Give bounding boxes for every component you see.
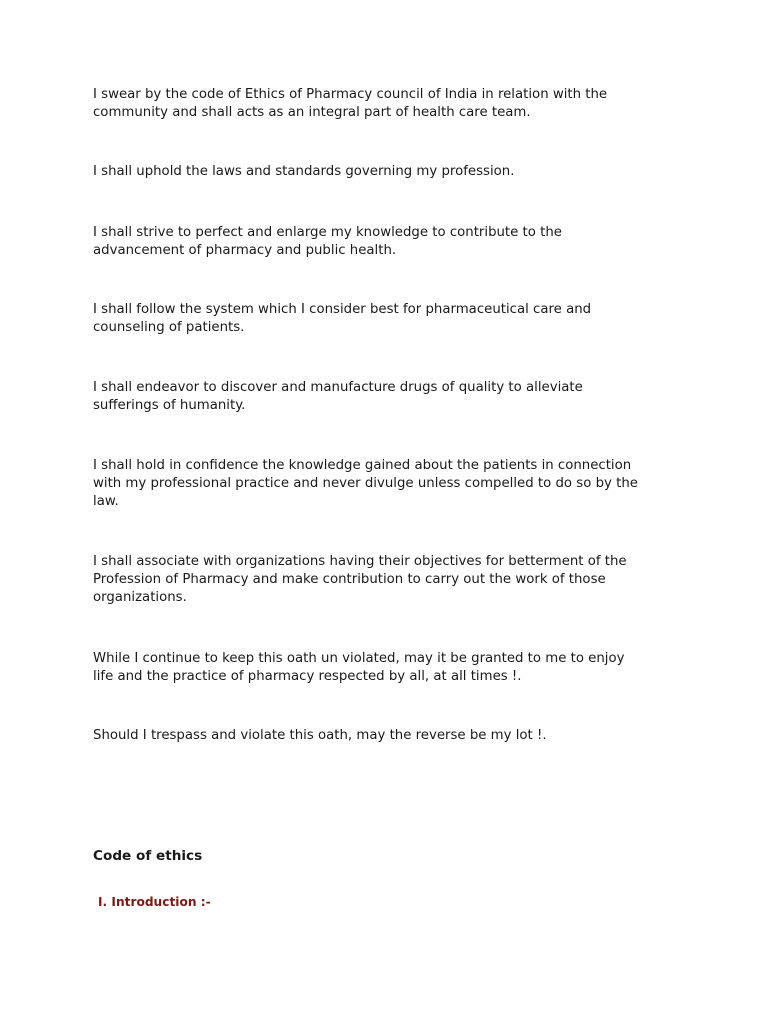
- oath-paragraph-7: [93, 553, 693, 606]
- text-line: I swear by the code of Ethics of Pharmacy council of India in relation with the: [93, 87, 608, 102]
- oath-paragraph-1: [93, 86, 693, 122]
- text-line: community and shall acts as an integral part of health care team.: [93, 104, 531, 120]
- text-line: I shall uphold the laws and standards governing my profession.: [93, 164, 515, 179]
- text-line: life and the practice of pharmacy respected by all, at all times !.: [93, 668, 522, 684]
- text-line: I shall associate with organizations having their objectives for betterment of the: [93, 554, 627, 569]
- text-line: counseling of patients.: [93, 319, 245, 335]
- text-line: organizations.: [93, 589, 187, 605]
- section-heading: Code of ethics: [93, 848, 203, 864]
- text-line: sufferings of humanity.: [93, 397, 246, 413]
- text-line: law.: [93, 493, 119, 509]
- text-line: I shall strive to perfect and enlarge my knowledge to contribute to the: [93, 225, 562, 240]
- oath-paragraph-6: [93, 457, 693, 510]
- oath-paragraph-8: [93, 650, 693, 686]
- oath-paragraph-4: [93, 301, 693, 337]
- oath-paragraph-3: [93, 224, 693, 260]
- text-line: advancement of pharmacy and public health.: [93, 242, 397, 258]
- oath-paragraph-2: [93, 163, 693, 181]
- text-line: I shall follow the system which I consider best for pharmaceutical care and: [93, 302, 592, 317]
- subsection-heading: I. Introduction :-: [98, 895, 211, 909]
- text-line: I shall endeavor to discover and manufacture drugs of quality to alleviate: [93, 380, 583, 395]
- oath-paragraph-5: [93, 379, 693, 415]
- text-line: I shall hold in confidence the knowledge gained about the patients in connection: [93, 458, 632, 473]
- text-line: Profession of Pharmacy and make contribution to carry out the work of those: [93, 571, 606, 587]
- text-line: While I continue to keep this oath un violated, may it be granted to me to enjoy: [93, 651, 625, 666]
- text-line: Should I trespass and violate this oath, may the reverse be my lot !.: [93, 728, 547, 743]
- oath-paragraph-9: [93, 727, 693, 745]
- text-line: with my professional practice and never divulge unless compelled to do so by the: [93, 475, 638, 491]
